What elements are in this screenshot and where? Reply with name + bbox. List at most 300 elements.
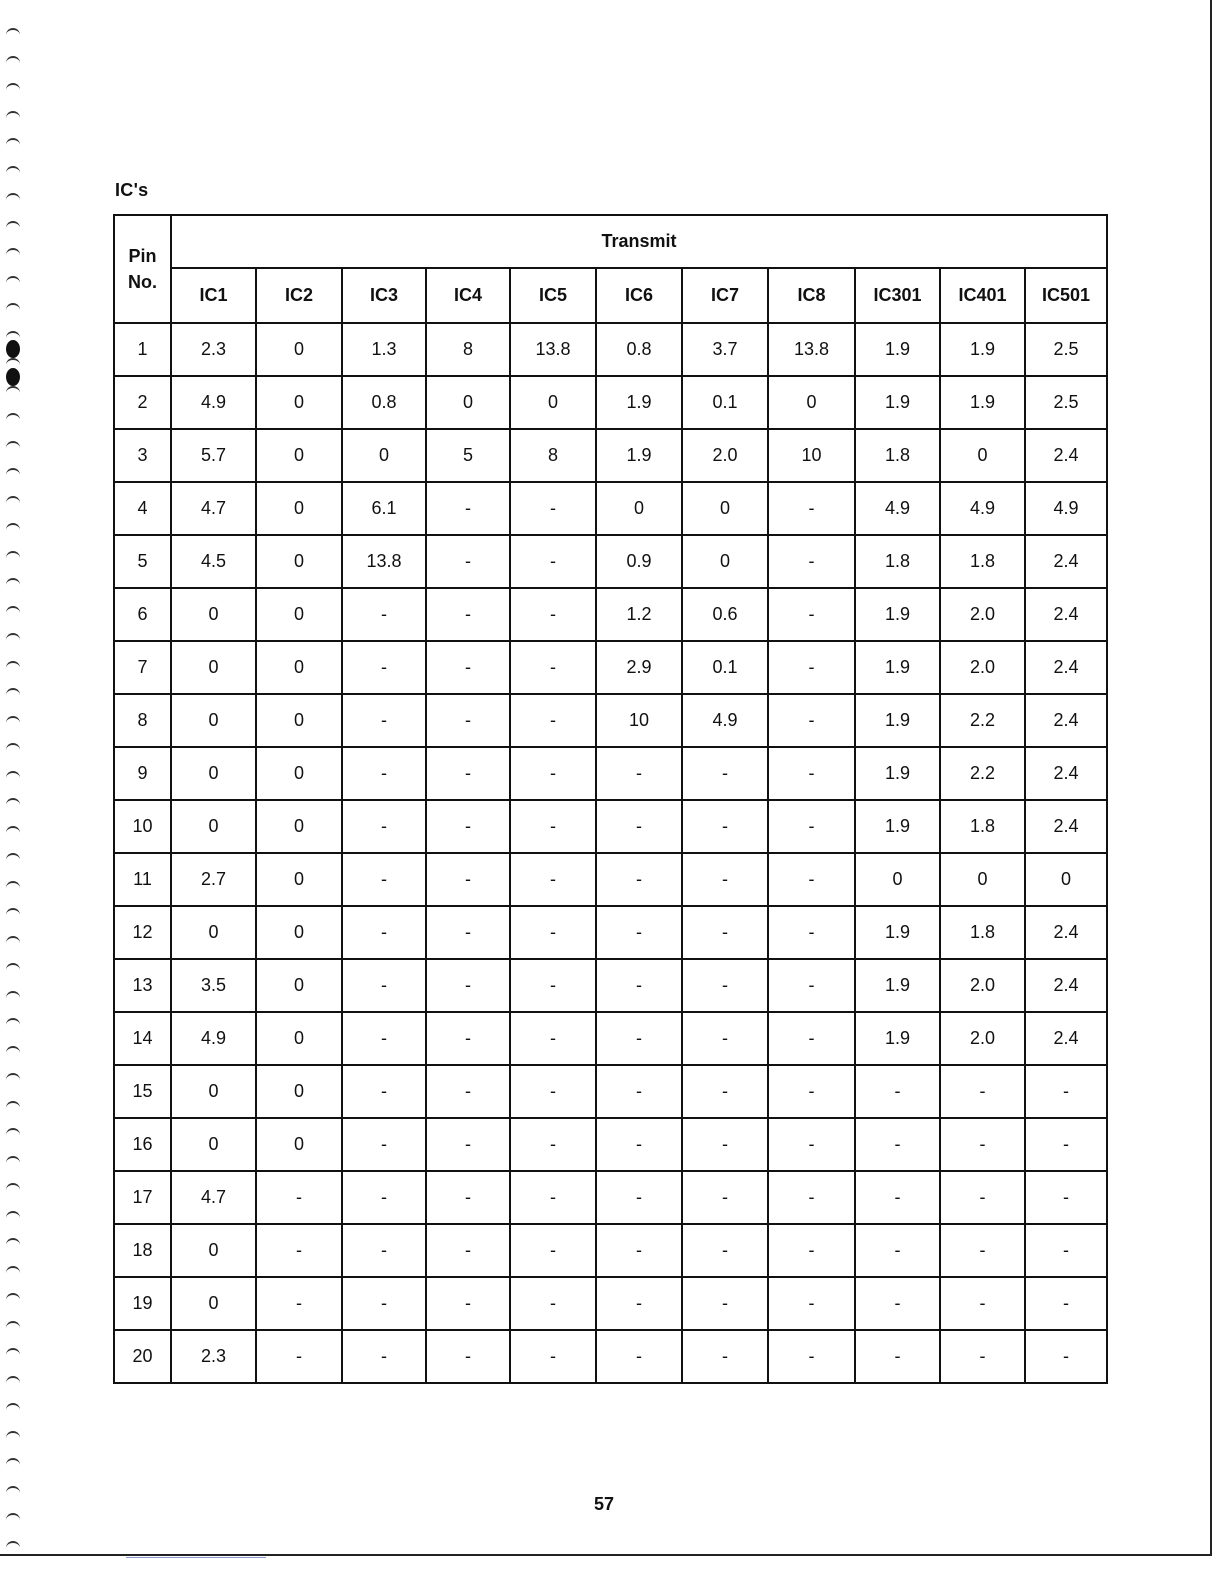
voltage-cell: -	[342, 800, 426, 853]
voltage-cell: -	[596, 1277, 682, 1330]
voltage-cell: 2.4	[1025, 747, 1107, 800]
voltage-cell: 3.5	[171, 959, 256, 1012]
table-row	[114, 694, 1107, 747]
voltage-cell: -	[768, 1012, 855, 1065]
voltage-cell: 1.8	[940, 535, 1025, 588]
voltage-cell: -	[940, 1277, 1025, 1330]
voltage-cell: -	[342, 959, 426, 1012]
binding-mark	[6, 248, 20, 258]
voltage-cell: 0	[256, 853, 342, 906]
pin-number-cell: 11	[114, 853, 171, 906]
pin-number-cell: 13	[114, 959, 171, 1012]
binding-mark	[6, 1101, 20, 1111]
pin-number-header	[114, 215, 171, 323]
voltage-cell: 2.0	[940, 959, 1025, 1012]
voltage-cell: -	[682, 1118, 768, 1171]
voltage-cell: -	[1025, 1171, 1107, 1224]
table-row	[114, 323, 1107, 376]
voltage-cell: -	[510, 853, 596, 906]
voltage-cell: -	[855, 1330, 940, 1383]
table-row	[114, 1224, 1107, 1277]
voltage-cell: 0	[171, 694, 256, 747]
voltage-cell: 0	[596, 482, 682, 535]
binding-mark	[6, 303, 20, 313]
voltage-cell: 2.4	[1025, 429, 1107, 482]
page-bottom-tab	[126, 1557, 266, 1558]
voltage-cell: 0	[342, 429, 426, 482]
voltage-cell: -	[510, 959, 596, 1012]
voltage-cell: 4.9	[171, 376, 256, 429]
voltage-cell: -	[510, 641, 596, 694]
binding-mark	[6, 853, 20, 863]
voltage-cell: -	[682, 853, 768, 906]
voltage-cell: 1.9	[855, 376, 940, 429]
binding-mark	[6, 826, 20, 836]
voltage-cell: -	[940, 1065, 1025, 1118]
binding-mark	[6, 1541, 20, 1551]
voltage-cell: -	[940, 1330, 1025, 1383]
voltage-cell: -	[768, 1224, 855, 1277]
voltage-cell: -	[426, 641, 510, 694]
voltage-cell: -	[596, 1224, 682, 1277]
voltage-cell: -	[426, 906, 510, 959]
voltage-cell: 2.9	[596, 641, 682, 694]
table-row	[114, 1171, 1107, 1224]
binding-mark	[6, 523, 20, 533]
binding-mark	[6, 111, 20, 121]
table-row	[114, 1330, 1107, 1383]
voltage-cell: 13.8	[768, 323, 855, 376]
binding-mark	[6, 358, 20, 368]
voltage-cell: -	[682, 959, 768, 1012]
voltage-cell: 1.2	[596, 588, 682, 641]
binding-mark	[6, 1403, 20, 1413]
voltage-cell: 2.0	[940, 588, 1025, 641]
voltage-cell: -	[855, 1277, 940, 1330]
voltage-cell: 0	[256, 1012, 342, 1065]
binding-mark	[6, 798, 20, 808]
voltage-cell: 0	[256, 959, 342, 1012]
binding-mark	[6, 551, 20, 561]
voltage-cell: -	[855, 1224, 940, 1277]
voltage-cell: 2.4	[1025, 1012, 1107, 1065]
voltage-cell: -	[342, 1277, 426, 1330]
voltage-cell: 1.9	[855, 959, 940, 1012]
voltage-cell: 0	[256, 1065, 342, 1118]
page-number: 57	[593, 1494, 615, 1514]
voltage-cell: -	[426, 853, 510, 906]
voltage-cell: -	[510, 1171, 596, 1224]
voltage-cell: -	[855, 1065, 940, 1118]
binding-mark	[6, 441, 20, 451]
voltage-cell: -	[426, 1277, 510, 1330]
voltage-cell: 0	[940, 429, 1025, 482]
table-row	[114, 800, 1107, 853]
voltage-cell: 0	[256, 906, 342, 959]
binding-mark	[6, 1458, 20, 1468]
voltage-cell: -	[596, 1171, 682, 1224]
table-row	[114, 376, 1107, 429]
voltage-cell: -	[510, 694, 596, 747]
voltage-cell: 2.2	[940, 747, 1025, 800]
header-row-group	[114, 215, 1107, 268]
voltage-cell: -	[256, 1171, 342, 1224]
voltage-cell: 4.9	[682, 694, 768, 747]
pin-number-cell: 5	[114, 535, 171, 588]
voltage-cell: 0	[256, 1118, 342, 1171]
table-row	[114, 959, 1107, 1012]
binding-mark	[6, 221, 20, 231]
voltage-cell: 0.6	[682, 588, 768, 641]
table-row	[114, 906, 1107, 959]
binding-hole	[6, 368, 20, 386]
voltage-cell: -	[768, 959, 855, 1012]
voltage-cell: 2.0	[682, 429, 768, 482]
voltage-cell: -	[426, 1118, 510, 1171]
voltage-cell: 2.3	[171, 1330, 256, 1383]
voltage-cell: -	[682, 800, 768, 853]
voltage-cell: -	[682, 1065, 768, 1118]
binding-mark	[6, 661, 20, 671]
voltage-cell: 0	[171, 906, 256, 959]
pin-number-cell: 20	[114, 1330, 171, 1383]
voltage-cell: -	[510, 1330, 596, 1383]
voltage-cell: 8	[510, 429, 596, 482]
voltage-cell: 1.8	[940, 800, 1025, 853]
voltage-cell: -	[768, 1330, 855, 1383]
voltage-cell: 0	[256, 376, 342, 429]
binding-mark	[6, 633, 20, 643]
table-row	[114, 1118, 1107, 1171]
table-row	[114, 535, 1107, 588]
voltage-cell: -	[1025, 1118, 1107, 1171]
voltage-cell: -	[426, 1171, 510, 1224]
binding-mark	[6, 1266, 20, 1276]
page-bottom-border	[0, 1554, 1212, 1556]
voltage-cell: 2.5	[1025, 376, 1107, 429]
voltage-cell: -	[768, 641, 855, 694]
voltage-cell: -	[510, 1065, 596, 1118]
pin-number-cell: 17	[114, 1171, 171, 1224]
pin-number-cell: 7	[114, 641, 171, 694]
voltage-cell: -	[510, 1277, 596, 1330]
column-header: IC2	[256, 268, 342, 323]
pin-number-cell: 14	[114, 1012, 171, 1065]
voltage-cell: 0	[256, 323, 342, 376]
binding-mark	[6, 936, 20, 946]
voltage-cell: -	[342, 1330, 426, 1383]
voltage-cell: -	[682, 906, 768, 959]
voltage-cell: -	[596, 1330, 682, 1383]
voltage-cell: 0	[256, 641, 342, 694]
voltage-cell: -	[940, 1224, 1025, 1277]
voltage-cell: 1.9	[855, 323, 940, 376]
table-row	[114, 588, 1107, 641]
voltage-cell: -	[596, 959, 682, 1012]
voltage-cell: -	[682, 1012, 768, 1065]
voltage-cell: -	[342, 1118, 426, 1171]
voltage-cell: 4.9	[855, 482, 940, 535]
binding-mark	[6, 743, 20, 753]
binding-mark	[6, 991, 20, 1001]
voltage-cell: -	[342, 1065, 426, 1118]
voltage-cell: -	[596, 853, 682, 906]
binding-mark	[6, 386, 20, 396]
column-header: IC4	[426, 268, 510, 323]
voltage-cell: 1.9	[855, 694, 940, 747]
pin-number-cell: 9	[114, 747, 171, 800]
voltage-cell: 2.4	[1025, 800, 1107, 853]
voltage-cell: 13.8	[510, 323, 596, 376]
voltage-cell: 0.8	[342, 376, 426, 429]
voltage-cell: -	[596, 800, 682, 853]
section-title: IC's	[115, 180, 149, 200]
voltage-cell: 0	[256, 694, 342, 747]
pin-number-cell: 12	[114, 906, 171, 959]
voltage-cell: -	[855, 1118, 940, 1171]
voltage-cell: -	[256, 1277, 342, 1330]
table-row	[114, 747, 1107, 800]
binding-mark	[6, 688, 20, 698]
pin-number-cell: 19	[114, 1277, 171, 1330]
voltage-cell: 0	[256, 535, 342, 588]
voltage-cell: -	[596, 1012, 682, 1065]
voltage-cell: 1.9	[855, 906, 940, 959]
voltage-cell: 2.7	[171, 853, 256, 906]
voltage-cell: -	[510, 588, 596, 641]
voltage-cell: 1.9	[855, 588, 940, 641]
voltage-cell: -	[426, 1330, 510, 1383]
voltage-cell: 0.9	[596, 535, 682, 588]
pin-number-cell: 18	[114, 1224, 171, 1277]
voltage-cell: -	[1025, 1277, 1107, 1330]
voltage-cell: 0.1	[682, 641, 768, 694]
voltage-cell: -	[426, 959, 510, 1012]
voltage-cell: 0	[171, 1224, 256, 1277]
voltage-cell: 8	[426, 323, 510, 376]
voltage-cell: 1.3	[342, 323, 426, 376]
voltage-cell: -	[342, 1012, 426, 1065]
voltage-cell: 10	[596, 694, 682, 747]
voltage-cell: 0	[171, 641, 256, 694]
voltage-cell: 0	[256, 588, 342, 641]
voltage-cell: 3.7	[682, 323, 768, 376]
table-row	[114, 853, 1107, 906]
binding-mark	[6, 771, 20, 781]
voltage-cell: -	[768, 1171, 855, 1224]
voltage-cell: -	[510, 535, 596, 588]
voltage-cell: 0	[256, 429, 342, 482]
page-right-border	[1210, 0, 1212, 1556]
voltage-cell: 2.0	[940, 1012, 1025, 1065]
voltage-cell: 0	[256, 747, 342, 800]
voltage-cell: -	[342, 694, 426, 747]
binding-mark	[6, 276, 20, 286]
voltage-cell: -	[596, 906, 682, 959]
voltage-cell: -	[510, 482, 596, 535]
voltage-cell: -	[1025, 1224, 1107, 1277]
voltage-cell: 1.9	[596, 376, 682, 429]
voltage-cell: -	[426, 588, 510, 641]
voltage-cell: 0	[940, 853, 1025, 906]
voltage-cell: -	[768, 747, 855, 800]
voltage-cell: -	[596, 747, 682, 800]
voltage-cell: 2.5	[1025, 323, 1107, 376]
voltage-cell: -	[682, 1277, 768, 1330]
voltage-cell: 4.9	[1025, 482, 1107, 535]
voltage-cell: 1.9	[855, 800, 940, 853]
voltage-cell: -	[342, 588, 426, 641]
binding-mark	[6, 56, 20, 66]
voltage-cell: -	[768, 1065, 855, 1118]
voltage-cell: 4.7	[171, 482, 256, 535]
column-header: IC301	[855, 268, 940, 323]
pin-number-cell: 1	[114, 323, 171, 376]
voltage-cell: 1.9	[855, 747, 940, 800]
voltage-cell: 0	[171, 588, 256, 641]
binding-mark	[6, 496, 20, 506]
transmit-group-header: Transmit	[171, 215, 1107, 268]
header-row-columns	[114, 268, 1107, 323]
voltage-cell: 1.8	[940, 906, 1025, 959]
pin-header-line2: No.	[128, 272, 157, 292]
binding-mark	[6, 881, 20, 891]
voltage-cell: 13.8	[342, 535, 426, 588]
voltage-cell: -	[426, 1224, 510, 1277]
binding-mark	[6, 716, 20, 726]
voltage-cell: 0	[171, 1118, 256, 1171]
voltage-cell: -	[510, 1224, 596, 1277]
column-header: IC401	[940, 268, 1025, 323]
voltage-cell: -	[768, 482, 855, 535]
voltage-cell: -	[1025, 1065, 1107, 1118]
binding-mark	[6, 193, 20, 203]
column-header: IC1	[171, 268, 256, 323]
voltage-cell: 0	[256, 800, 342, 853]
binding-mark	[6, 1156, 20, 1166]
voltage-cell: 1.9	[940, 323, 1025, 376]
voltage-cell: -	[426, 694, 510, 747]
binding-mark	[6, 606, 20, 616]
voltage-cell: 2.4	[1025, 906, 1107, 959]
voltage-cell: -	[256, 1224, 342, 1277]
column-header: IC6	[596, 268, 682, 323]
voltage-cell: 4.5	[171, 535, 256, 588]
voltage-cell: 0	[768, 376, 855, 429]
voltage-cell: -	[768, 1277, 855, 1330]
voltage-cell: -	[855, 1171, 940, 1224]
voltage-cell: 10	[768, 429, 855, 482]
voltage-cell: -	[426, 800, 510, 853]
voltage-cell: -	[768, 588, 855, 641]
voltage-cell: 1.9	[940, 376, 1025, 429]
voltage-cell: -	[682, 1330, 768, 1383]
voltage-cell: 0	[171, 1065, 256, 1118]
voltage-cell: -	[510, 800, 596, 853]
binding-mark	[6, 963, 20, 973]
voltage-cell: -	[342, 906, 426, 959]
voltage-cell: -	[682, 1224, 768, 1277]
voltage-cell: -	[1025, 1330, 1107, 1383]
voltage-cell: -	[256, 1330, 342, 1383]
voltage-cell: 0.1	[682, 376, 768, 429]
pin-number-cell: 10	[114, 800, 171, 853]
voltage-cell: -	[342, 747, 426, 800]
column-header: IC7	[682, 268, 768, 323]
voltage-cell: -	[426, 482, 510, 535]
binding-mark	[6, 331, 20, 341]
table-row	[114, 1065, 1107, 1118]
binding-mark	[6, 138, 20, 148]
voltage-cell: -	[342, 641, 426, 694]
voltage-cell: 0	[171, 747, 256, 800]
binding-mark	[6, 908, 20, 918]
binding-mark	[6, 1293, 20, 1303]
pin-header-line1: Pin	[128, 246, 157, 266]
voltage-cell: 1.9	[596, 429, 682, 482]
voltage-cell: 4.7	[171, 1171, 256, 1224]
binding-mark	[6, 1073, 20, 1083]
voltage-cell: 2.4	[1025, 535, 1107, 588]
voltage-cell: 2.2	[940, 694, 1025, 747]
voltage-cell: 2.4	[1025, 959, 1107, 1012]
voltage-cell: -	[510, 1118, 596, 1171]
voltage-cell: -	[768, 1118, 855, 1171]
pin-number-cell: 6	[114, 588, 171, 641]
binding-mark	[6, 1431, 20, 1441]
binding-mark	[6, 166, 20, 176]
voltage-cell: 0	[510, 376, 596, 429]
pin-number-cell: 2	[114, 376, 171, 429]
voltage-cell: 5.7	[171, 429, 256, 482]
voltage-cell: -	[426, 1012, 510, 1065]
voltage-cell: -	[940, 1171, 1025, 1224]
voltage-cell: -	[596, 1065, 682, 1118]
binding-hole	[6, 340, 20, 358]
voltage-cell: -	[682, 1171, 768, 1224]
table-body	[114, 323, 1107, 1383]
binding-mark	[6, 1183, 20, 1193]
binding-mark	[6, 1321, 20, 1331]
voltage-cell: -	[426, 535, 510, 588]
binding-mark	[6, 1018, 20, 1028]
voltage-cell: -	[510, 906, 596, 959]
voltage-cell: 5	[426, 429, 510, 482]
voltage-cell: -	[510, 747, 596, 800]
binding-mark	[6, 468, 20, 478]
voltage-cell: -	[342, 1224, 426, 1277]
binding-mark	[6, 578, 20, 588]
voltage-cell: -	[768, 694, 855, 747]
column-header: IC501	[1025, 268, 1107, 323]
binding-mark	[6, 1128, 20, 1138]
voltage-cell: 1.8	[855, 535, 940, 588]
table-row	[114, 1012, 1107, 1065]
voltage-cell: 0.8	[596, 323, 682, 376]
voltage-cell: -	[426, 747, 510, 800]
voltage-cell: 0	[682, 535, 768, 588]
binding-mark	[6, 413, 20, 423]
column-header: IC5	[510, 268, 596, 323]
voltage-cell: 0	[171, 800, 256, 853]
voltage-cell: -	[426, 1065, 510, 1118]
voltage-cell: -	[342, 853, 426, 906]
voltage-cell: 6.1	[342, 482, 426, 535]
voltage-table	[113, 214, 1108, 1384]
voltage-cell: 1.9	[855, 641, 940, 694]
voltage-cell: 2.4	[1025, 588, 1107, 641]
voltage-cell: -	[596, 1118, 682, 1171]
